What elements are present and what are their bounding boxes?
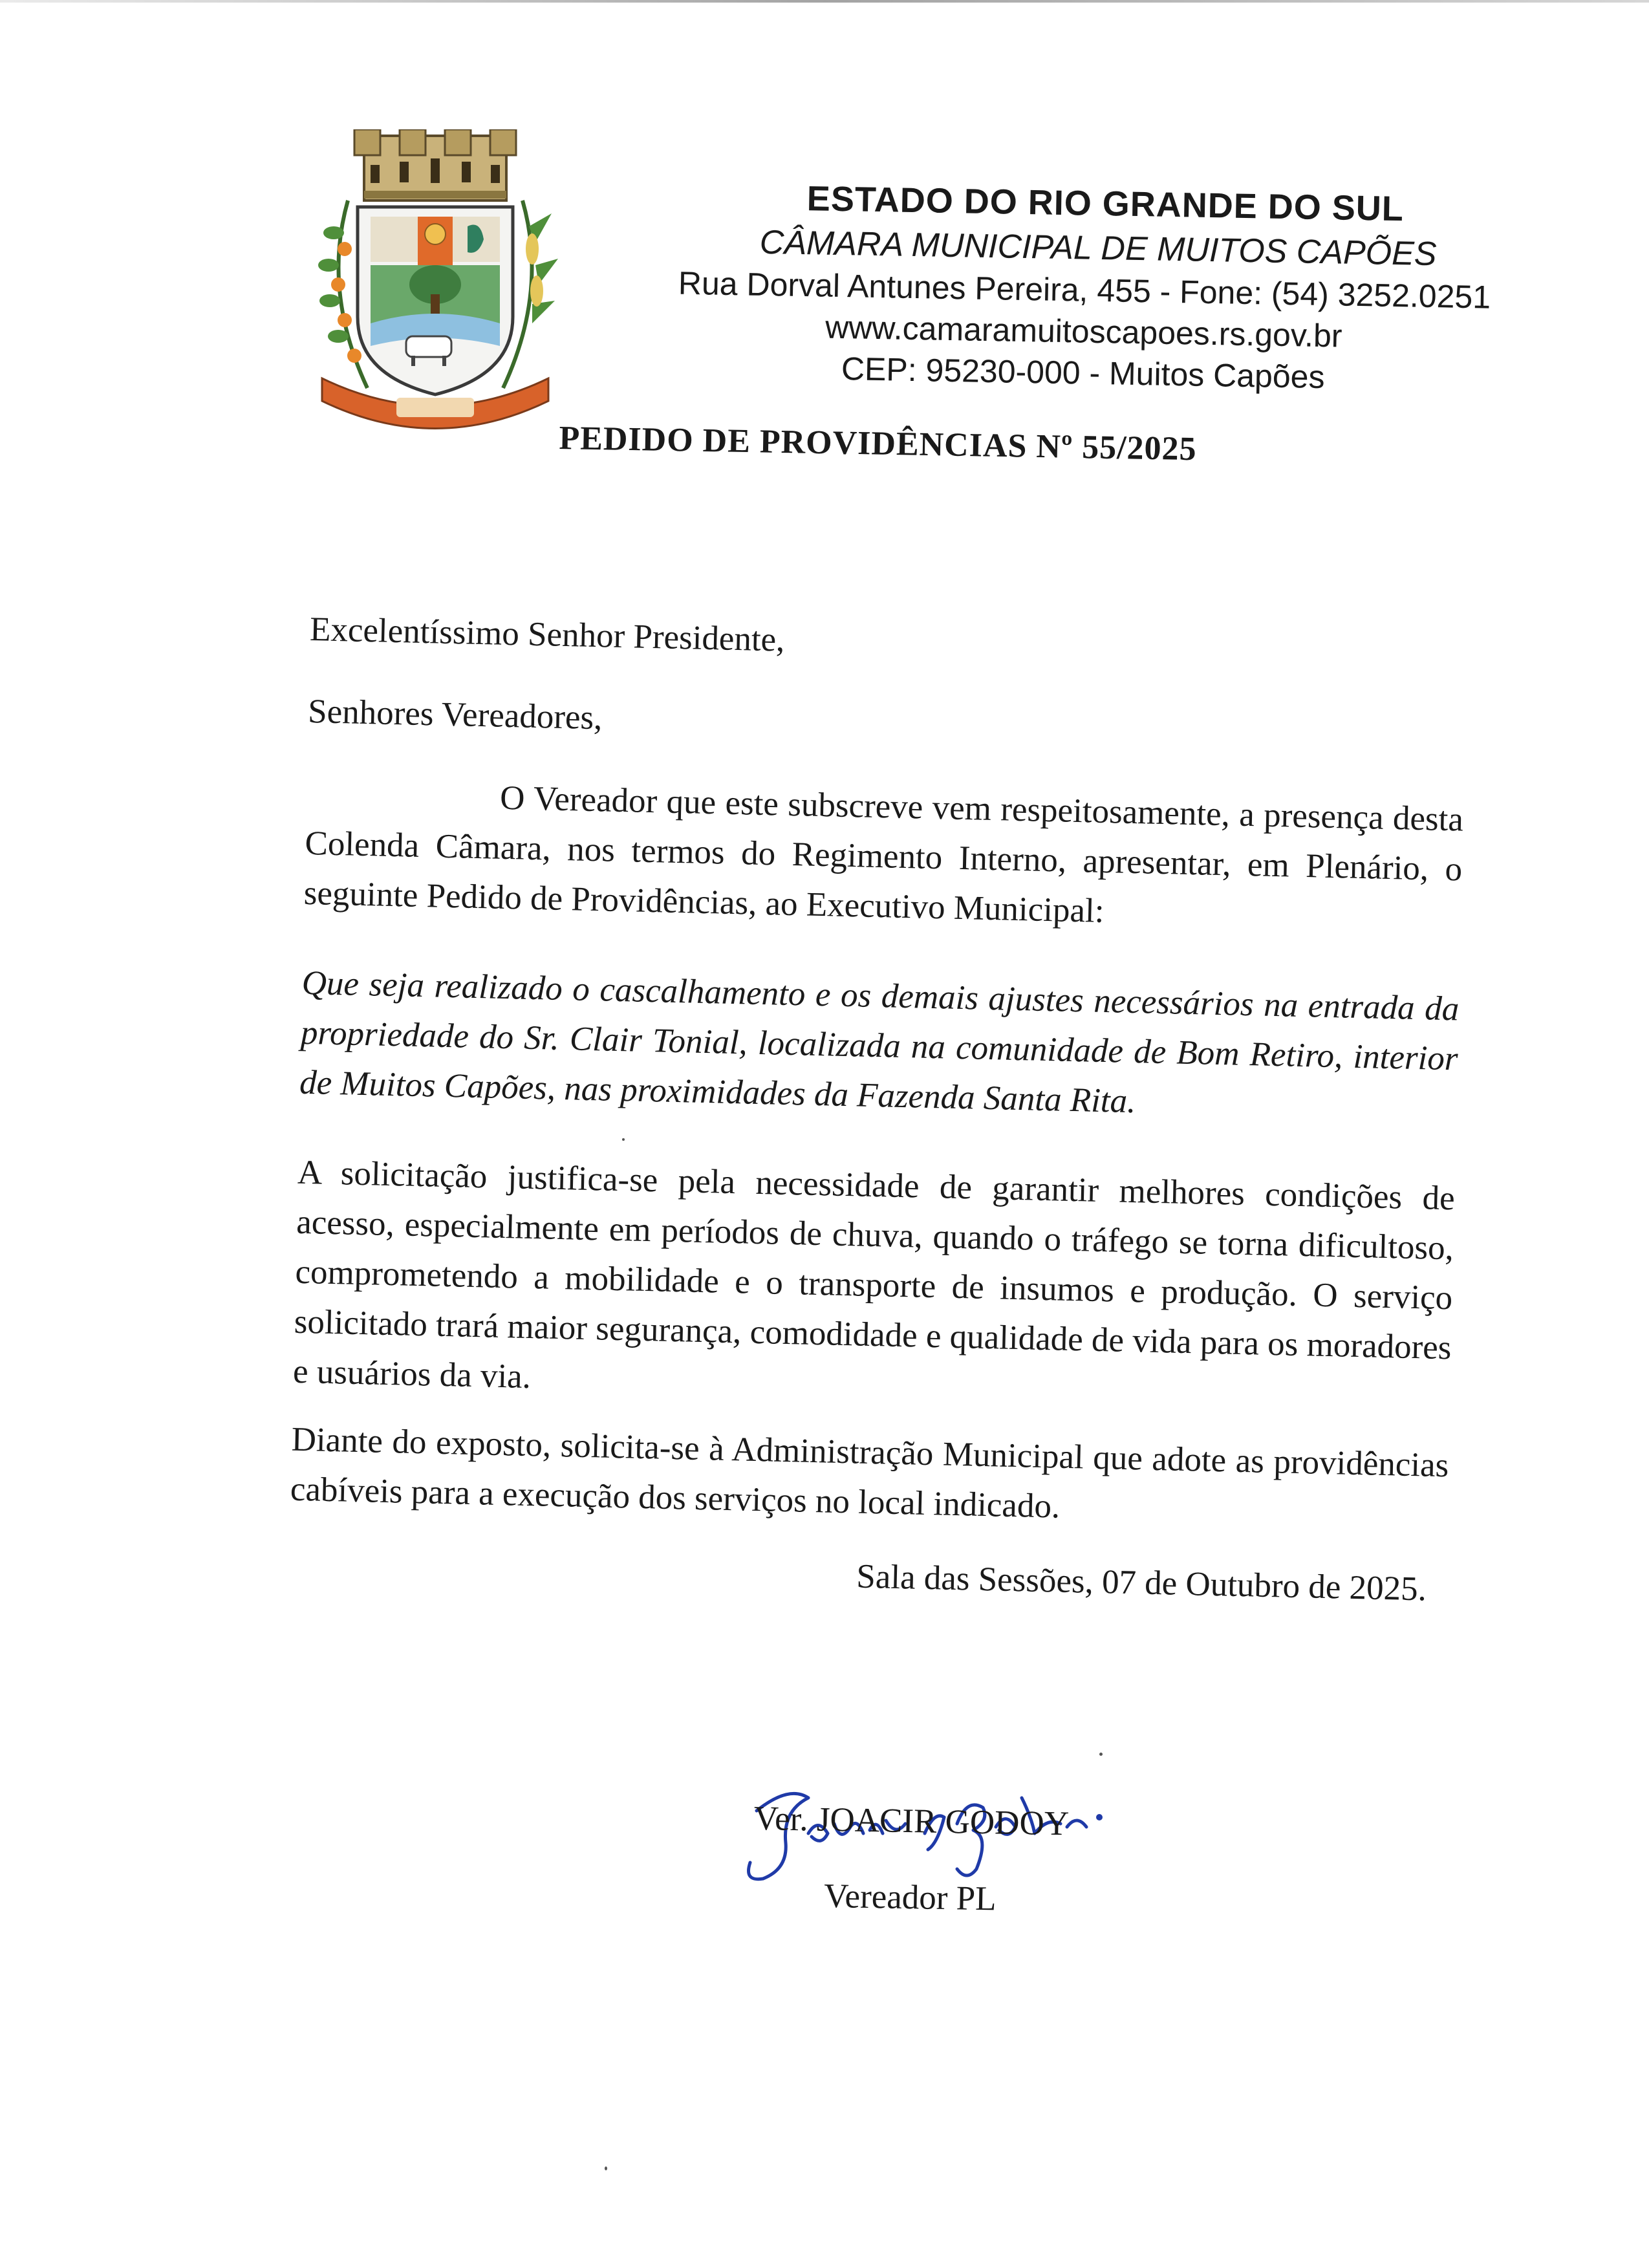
justification-paragraph: A solicitação justifica-se pela necessidade de garantir melhores condições de acesso, especialmente em períodos de chuva, quando o tráfego se torna dificultoso, comprometendo a mobilidade e o transporte de insumos e produção. O serviço solicitado trará maior segurança, comodidade e qualidade de vida para os moradores e usuários da via. [292, 1153, 1456, 1396]
session-date: Sala das Sessões, 07 de Outubro de 2025. [856, 1557, 1427, 1608]
request-paragraph: Que seja realizado o cascalhamento e os demais ajustes necessários na entrada da propriedade do Sr. Clair Tonial, localizada na comunidade de Bom Retiro, interior de Muitos Capões, nas proximidades da Fazenda Santa Rita. [299, 964, 1460, 1121]
state-name: ESTADO DO RIO GRANDE DO SUL [806, 179, 1405, 229]
document-title: PEDIDO DE PROVIDÊNCIAS Nº 55/2025 [558, 419, 1198, 468]
signature-block [684, 1798, 1138, 1921]
conclusion-paragraph: Diante do exposto, solicita-se à Administração Municipal que adote as providências cabíveis para a execução dos serviços no local indicado. [290, 1420, 1449, 1526]
salutation-president: Excelentíssimo Senhor Presidente, [309, 610, 786, 659]
castle-crown-icon [354, 129, 516, 200]
shield-icon [358, 207, 513, 394]
signatory-name: Ver. JOACIR GODOY [753, 1799, 1070, 1843]
chamber-name: CÂMARA MUNICIPAL DE MUITOS CAPÕES [759, 223, 1438, 274]
postal-code-line: CEP: 95230-000 - Muitos Capões [841, 351, 1326, 396]
signatory-role: Vereador PL [823, 1877, 997, 1918]
scan-speck [605, 2166, 607, 2170]
letterhead [578, 175, 1590, 404]
address-line: Rua Dorval Antunes Pereira, 455 - Fone: (54) 3252.0251 [678, 265, 1491, 316]
scan-edge-shadow [0, 0, 1649, 3]
scan-speck [1099, 1753, 1103, 1756]
salutation-councilors: Senhores Vereadores, [307, 692, 603, 737]
letter-body [288, 605, 1467, 1615]
municipal-coat-of-arms-icon [309, 129, 561, 433]
website-link[interactable]: www.camaramuitoscapoes.rs.gov.br [824, 308, 1342, 354]
scan-speck [622, 1138, 625, 1141]
intro-paragraph: O Vereador que este subscreve vem respeitosamente, a presença desta Colenda Câmara, nos termos do Regimento Interno, apresentar, em Plenário, o seguinte Pedido de Providências, ao Executivo Municipal: [303, 779, 1464, 930]
